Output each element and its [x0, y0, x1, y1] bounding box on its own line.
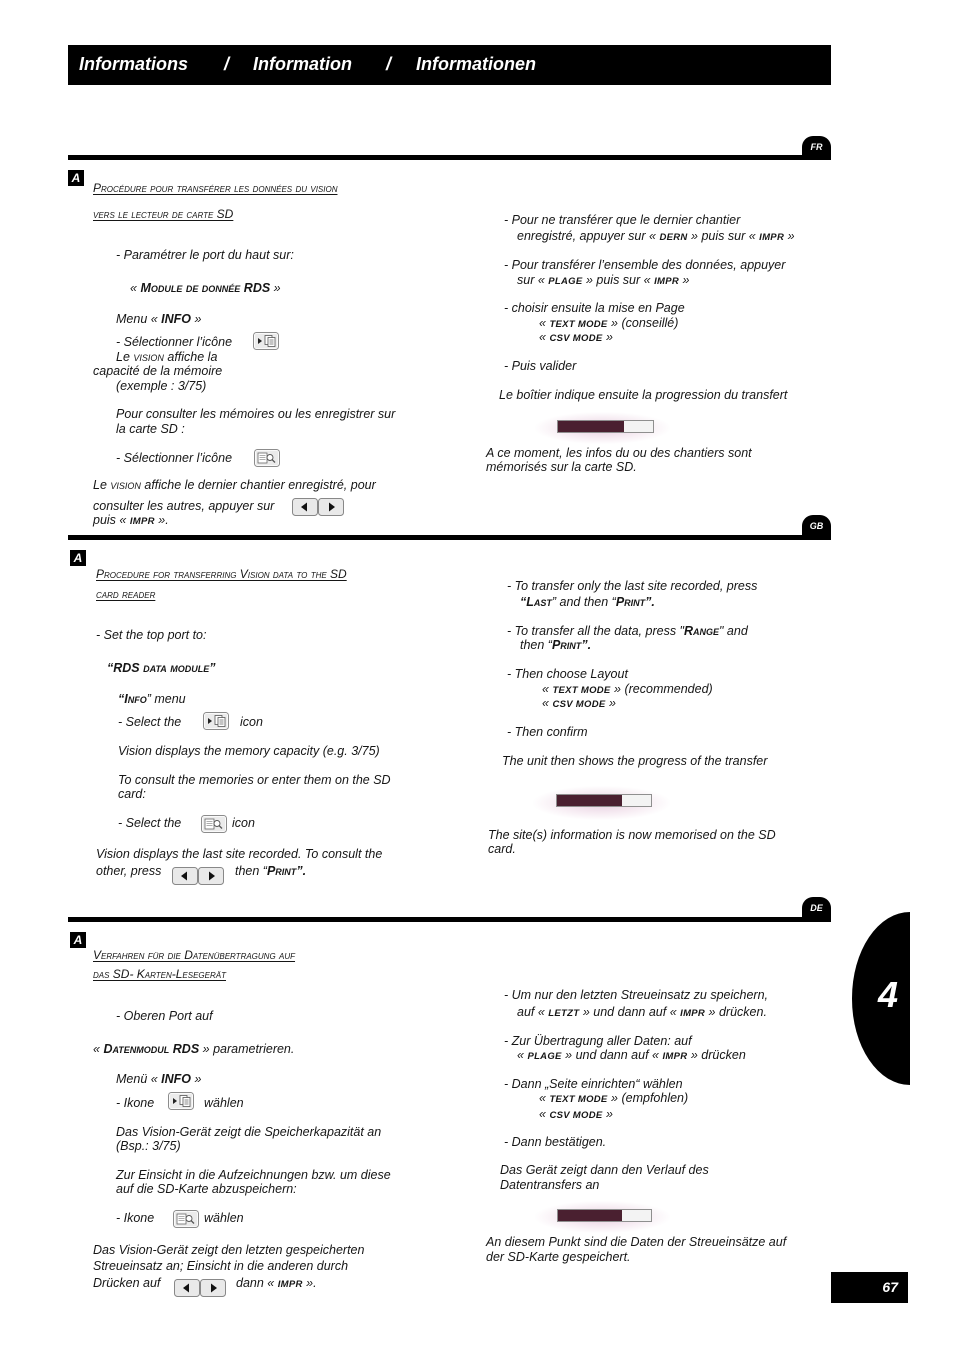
text-segment: “ [520, 595, 527, 609]
de-left-line-5: Das Vision-Gerät zeigt die Speicherkapazität an [116, 1125, 382, 1139]
text-segment: ». [154, 513, 169, 527]
text-segment: Le [116, 350, 134, 364]
fr-left-line-6: capacité de la mémoire [93, 364, 223, 378]
text-segment: « [542, 696, 553, 710]
gb-right-line-5: - Then choose Layout [507, 667, 628, 681]
header-separator: / [224, 54, 230, 74]
text-segment: ” menu [146, 692, 186, 706]
de-left-line-12: Drücken auf [93, 1276, 161, 1290]
de-left-line-12-end [236, 1276, 317, 1292]
language-tag-de: DE [802, 897, 831, 919]
gb-right-line-7 [542, 696, 616, 712]
keyword-text-mode: TEXT MODE [552, 685, 611, 696]
gb-left-line-2 [107, 661, 216, 676]
fr-left-line-13 [93, 513, 169, 529]
de-right-line-6 [539, 1091, 688, 1107]
de-right-line-8: - Dann bestätigen. [504, 1135, 607, 1149]
left-right-arrows-icon [172, 867, 224, 885]
text-segment: " and [719, 624, 748, 638]
progress-fill [558, 1210, 622, 1221]
fr-right-line-3: - Pour transférer l’ensemble des données, appuyer [504, 258, 786, 272]
fr-left-line-2 [130, 281, 281, 296]
keyword-module: Module de donnée [140, 281, 241, 295]
fr-right-line-1: - Pour ne transférer que le dernier chantier [504, 213, 741, 227]
memory-list-icon [203, 712, 229, 730]
page-number: 67 [882, 1279, 898, 1295]
de-left-line-3 [116, 1072, 201, 1087]
step-label-gb: A [70, 550, 86, 566]
fr-left-line-12: consulter les autres, appuyer sur [93, 499, 275, 513]
keyword-impr: IMPR [277, 1279, 303, 1290]
keyword-impr: IMPR [662, 1051, 688, 1062]
keyword-rds: RDS [113, 661, 140, 675]
text-segment: Menü « [116, 1072, 162, 1086]
text-segment: “ [107, 661, 114, 675]
gb-right-line-9: The unit then shows the progress of the transfer [502, 754, 768, 768]
keyword-text-mode: TEXT MODE [549, 319, 608, 330]
fr-left-line-7: (exemple : 3/75) [116, 379, 207, 393]
progress-bar-de [557, 1209, 652, 1222]
fr-right-line-10: A ce moment, les infos du ou des chantiers sont [486, 446, 752, 460]
keyword-info: Info [124, 692, 147, 706]
progress-fill [557, 795, 622, 806]
keyword-csv-mode: CSV MODE [549, 333, 603, 344]
gb-left-line-7: card: [118, 787, 146, 801]
text-segment: « [542, 682, 553, 696]
fr-right-line-2 [517, 229, 795, 245]
keyword-letzt: LETZT [548, 1008, 580, 1019]
fr-left-line-3 [116, 312, 201, 327]
de-left-line-4: - Ikone [116, 1096, 155, 1110]
chapter-number: 4 [877, 974, 899, 1015]
keyword-csv-mode: CSV MODE [549, 1110, 603, 1121]
gb-left-line-8: - Select the [118, 816, 182, 830]
fr-left-line-10: - Sélectionner l’icône [116, 451, 233, 465]
text-segment: « [539, 316, 550, 330]
gb-left-line-4: - Select the [118, 715, 182, 729]
text-segment: sur « [517, 273, 549, 287]
progress-bar-gb [556, 794, 652, 807]
fr-left-line-5 [116, 350, 217, 365]
text-segment: « [539, 330, 550, 344]
text-segment: “ [118, 692, 125, 706]
text-segment: ”. [645, 595, 655, 609]
gb-title-line-1: Procedure for transferring Vision data to the SD [96, 567, 347, 581]
text-segment: dann « [236, 1276, 278, 1290]
fr-left-line-11 [93, 478, 376, 493]
text-segment: ”. [581, 638, 592, 652]
text-segment: affiche le dernier chantier enregistré, pour [140, 478, 376, 492]
de-right-line-1: - Um nur den letzten Streueinsatz zu speichern, [504, 988, 769, 1002]
text-segment: » und dann auf « [579, 1005, 681, 1019]
gb-left-line-9: Vision displays the last site recorded. To consult the [96, 847, 383, 861]
gb-right-line-4 [520, 638, 591, 653]
text-segment: » drücken. [705, 1005, 767, 1019]
text-segment: then “ [520, 638, 552, 652]
text-segment: » [679, 273, 690, 287]
fr-right-line-7 [539, 330, 613, 346]
text-segment: ” [209, 661, 216, 675]
text-segment: « [539, 1107, 550, 1121]
header-separator: / [386, 54, 392, 74]
fr-left-line-1: - Paramétrer le port du haut sur: [116, 248, 294, 262]
keyword-csv-mode: CSV MODE [552, 699, 606, 710]
fr-left-line-4: - Sélectionner l’icône [116, 335, 233, 349]
de-right-line-12: der SD-Karte gespeichert. [486, 1250, 631, 1264]
step-label-fr: A [68, 170, 84, 186]
keyword-datenmodul: Datenmodul [103, 1042, 170, 1056]
text-segment: « [130, 281, 141, 295]
sd-card-view-icon [254, 449, 280, 467]
gb-right-line-11: card. [488, 842, 516, 856]
text-segment: » und dann auf « [561, 1048, 663, 1062]
fr-left-line-8: Pour consulter les mémoires ou les enregistrer sur [116, 407, 396, 421]
de-right-line-2 [517, 1005, 767, 1021]
text-segment: ” and then “ [551, 595, 616, 609]
de-right-line-9: Das Gerät zeigt dann den Verlauf des [500, 1163, 709, 1177]
keyword-vision: vision [133, 350, 164, 364]
de-left-line-2 [93, 1042, 294, 1057]
text-segment: » [191, 312, 202, 326]
keyword-impr: IMPR [654, 276, 680, 287]
text-segment: » puis sur « [582, 273, 655, 287]
gb-right-line-8: - Then confirm [507, 725, 588, 739]
text-segment: » (recommended) [610, 682, 713, 696]
text-segment: « [93, 1042, 104, 1056]
left-right-arrows-icon [174, 1279, 226, 1297]
de-right-line-7 [539, 1107, 613, 1123]
keyword-info: INFO [161, 312, 192, 326]
sd-card-view-icon [201, 815, 227, 833]
de-left-line-8: auf die SD-Karte abzuspeichern: [116, 1182, 297, 1196]
gb-left-line-8-end: icon [232, 816, 255, 830]
header-title-de: Informationen [416, 54, 536, 74]
section-rule-gb [68, 535, 831, 540]
text-segment: « [517, 1048, 528, 1062]
sd-card-view-icon [173, 1210, 199, 1228]
text-segment: Menu « [116, 312, 162, 326]
gb-right-line-10: The site(s) information is now memorised on the SD [488, 828, 776, 842]
fr-right-line-11: mémorisés sur la carte SD. [486, 460, 637, 474]
gb-left-line-1: - Set the top port to: [96, 628, 207, 642]
progress-fill [558, 421, 624, 432]
text-segment: - To transfer all the data, press " [507, 624, 684, 638]
progress-bar-fr [557, 420, 654, 433]
header-title-en: Information [253, 54, 352, 74]
text-segment: ”. [296, 864, 307, 878]
de-right-line-10: Datentransfers an [500, 1178, 600, 1192]
keyword-print: Print [551, 638, 582, 652]
gb-left-line-4-end: icon [240, 715, 263, 729]
text-segment: ». [302, 1276, 317, 1290]
de-right-line-3: - Zur Übertragung aller Daten: auf [504, 1034, 692, 1048]
text-segment: auf « [517, 1005, 549, 1019]
de-left-line-7: Zur Einsicht in die Aufzeichnungen bzw. um diese [116, 1168, 391, 1182]
text-segment: » parametrieren. [199, 1042, 295, 1056]
keyword-print: Print [615, 595, 646, 609]
memory-list-icon [168, 1092, 194, 1110]
language-tag-gb: GB [802, 515, 831, 537]
keyword-plage: PLAGE [548, 276, 583, 287]
keyword-info: INFO [161, 1072, 192, 1086]
gb-left-line-3 [118, 692, 186, 707]
text-segment: » [602, 1107, 613, 1121]
de-left-line-11: Streueinsatz an; Einsicht in die anderen durch [93, 1259, 349, 1273]
keyword-last: Last [526, 595, 552, 609]
text-segment: » [605, 696, 616, 710]
fr-right-line-5: - choisir ensuite la mise en Page [504, 301, 685, 315]
gb-left-line-10: other, press [96, 864, 162, 878]
text-segment: » puis sur « [687, 229, 760, 243]
left-right-arrows-icon [292, 498, 344, 516]
text-segment: puis « [93, 513, 130, 527]
text-segment: enregistré, appuyer sur « [517, 229, 660, 243]
memory-list-icon [253, 332, 279, 350]
keyword-impr: IMPR [680, 1008, 706, 1019]
fr-right-line-9: Le boîtier indique ensuite la progression du transfert [499, 388, 788, 402]
text-segment: « [539, 1091, 550, 1105]
section-rule-de [68, 917, 831, 922]
de-left-line-9-end: wählen [204, 1211, 244, 1225]
language-tag-fr: FR [802, 136, 831, 158]
section-rule-fr [68, 155, 831, 160]
text-segment: » (conseillé) [607, 316, 679, 330]
de-left-line-4-end: wählen [204, 1096, 244, 1110]
text-segment: » [191, 1072, 202, 1086]
text-segment: » [270, 281, 281, 295]
text-segment: » [602, 330, 613, 344]
de-right-line-5: - Dann „Seite einrichten“ wählen [504, 1077, 683, 1091]
keyword-text-mode: TEXT MODE [549, 1094, 608, 1105]
de-left-line-6: (Bsp.: 3/75) [116, 1139, 181, 1153]
keyword-dern: DERN [659, 232, 688, 243]
fr-right-line-4 [517, 273, 689, 289]
text-segment: » [784, 229, 795, 243]
de-left-line-10: Das Vision-Gerät zeigt den letzten gespeicherten [93, 1243, 365, 1257]
text-segment: affiche la [163, 350, 218, 364]
step-label-de: A [70, 932, 86, 948]
fr-left-line-9: la carte SD : [116, 422, 185, 436]
fr-title-line-1: Procédure pour transférer les données du vision [93, 181, 338, 195]
de-title-line-2: das SD- Karten-Lesegerät [93, 967, 226, 981]
gb-left-line-6: To consult the memories or enter them on the SD [118, 773, 391, 787]
de-title-line-1: Verfahren für die Datenübertragung auf [93, 948, 296, 962]
fr-right-line-8: - Puis valider [504, 359, 577, 373]
header-title-fr: Informations [79, 54, 189, 74]
text-segment: » (empfohlen) [607, 1091, 689, 1105]
keyword-data-module: data module [139, 661, 210, 675]
keyword-rds: RDS [240, 281, 271, 295]
de-left-line-9: - Ikone [116, 1211, 155, 1225]
gb-title-line-2: card reader [96, 587, 156, 601]
gb-right-line-3 [507, 624, 748, 639]
keyword-impr: IMPR [129, 516, 155, 527]
text-segment: » drücken [687, 1048, 746, 1062]
de-left-line-1: - Oberen Port auf [116, 1009, 213, 1023]
gb-left-line-5: Vision displays the memory capacity (e.g. 3/75) [118, 744, 380, 758]
gb-left-line-10-end [235, 864, 306, 879]
keyword-rds: RDS [169, 1042, 200, 1056]
de-right-line-11: An diesem Punkt sind die Daten der Streueinsätze auf [486, 1235, 787, 1249]
text-segment: Le [93, 478, 111, 492]
keyword-range: Range [683, 624, 720, 638]
keyword-plage: PLAGE [527, 1051, 562, 1062]
gb-right-line-2 [520, 595, 655, 610]
keyword-print: Print [266, 864, 297, 878]
keyword-vision: vision [110, 478, 141, 492]
gb-right-line-1: - To transfer only the last site recorded, press [507, 579, 758, 593]
de-right-line-4 [517, 1048, 746, 1064]
text-segment: then “ [235, 864, 267, 878]
fr-title-line-2: vers le lecteur de carte SD [93, 207, 234, 221]
keyword-impr: IMPR [759, 232, 785, 243]
